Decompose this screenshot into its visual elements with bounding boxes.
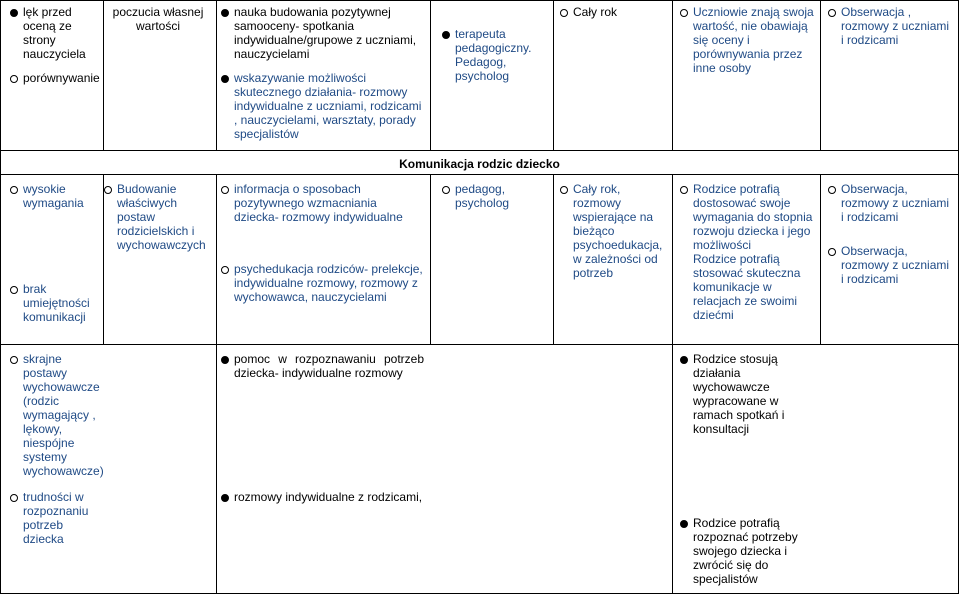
list-item: pomoc w rozpoznawaniu potrzeb dziecka- indywidualne rozmowy: [219, 352, 424, 380]
list-item: brak umiejętności komunikacji: [8, 282, 96, 324]
row2-col3: [219, 182, 424, 304]
list-item: Rodzice potrafią rozpoznać potrzeby swojego dziecka i zwrócić się do specjalistów: [678, 516, 814, 586]
list-item: skrajne postawy wychowawcze (rodzic wymagający , lękowy, niespójne systemy wychowawcze): [8, 352, 96, 478]
row3-col6: [678, 352, 814, 586]
column-divider: [672, 174, 673, 594]
list-item: Obserwacja , rozmowy z uczniami i rodzicami: [826, 5, 954, 47]
table-border-bottom: [0, 593, 959, 594]
cell-text: Rodzice potrafią stosować skuteczna komunikacje w relacjach ze swoimi dziećmi: [693, 252, 801, 322]
column-divider: [216, 0, 217, 150]
column-divider: [553, 0, 554, 150]
list-item: Rodzice potrafią dostosować swoje wymagania do stopnia rozwoju dziecka i jego możliwości: [678, 182, 814, 252]
row3-col1: [8, 352, 104, 546]
list-item: pedagog, psycholog: [440, 182, 548, 210]
list-item: wysokie wymagania: [8, 182, 96, 210]
list-item: porównywanie: [8, 71, 96, 85]
column-divider: [553, 174, 554, 344]
top-row-col1: [8, 5, 100, 85]
section-header: Komunikacja rodzic dziecko: [399, 157, 560, 171]
row2-col6: [678, 182, 814, 322]
list-item: trudności w rozpoznaniu potrzeb dziecka: [8, 490, 96, 546]
table-row-divider: [0, 150, 959, 151]
top-row-col4: [440, 27, 548, 83]
list-item: nauka budowania pozytywnej samooceny- spotkania indywidualne/grupowe z uczniami, nauczycielami: [219, 5, 424, 61]
list-item: Budowanie właściwych postaw rodzicielskich i wychowawczych: [102, 182, 208, 252]
top-row-col5: [558, 5, 668, 19]
list-item: Cały rok: [558, 5, 668, 19]
column-divider: [672, 0, 673, 150]
list-item: rozmowy indywidualne z rodzicami,: [219, 490, 424, 504]
row2-col7: [826, 182, 954, 286]
top-row-col6: [678, 5, 814, 75]
top-row-col2: [110, 5, 206, 33]
list-item: Rodzice stosują działania wychowawcze wypracowane w ramach spotkań i konsultacji: [678, 352, 814, 436]
column-divider: [216, 174, 217, 594]
column-divider: [430, 0, 431, 150]
table-row-divider: [0, 344, 959, 345]
cell-text: poczucia własnej wartości: [112, 5, 204, 33]
row2-col1: [8, 182, 96, 324]
list-item: lęk przed oceną ze strony nauczyciela: [8, 5, 96, 61]
column-divider: [103, 0, 104, 150]
row2-col5: [558, 182, 668, 280]
list-item: psychedukacja rodziców- prelekcje, indywidualne rozmowy, rozmowy z wychowawca, nauczycielami: [219, 262, 424, 304]
row2-col4: [440, 182, 548, 210]
top-row-col7: [826, 5, 954, 47]
table-border-left: [0, 0, 1, 594]
column-divider: [820, 0, 821, 150]
top-row-col3: [219, 5, 424, 141]
list-item: wskazywanie możliwości skutecznego działania- rozmowy indywidualne z uczniami, rodzicami , nauczycielami, warsztaty, porady specjalistów: [219, 71, 424, 141]
column-divider: [820, 174, 821, 344]
row3-col3: [219, 352, 424, 504]
table-row-divider: [0, 174, 959, 175]
table-border-top: [0, 0, 959, 1]
list-item: Obserwacja, rozmowy z uczniami i rodzicami: [826, 182, 954, 224]
list-item: Obserwacja, rozmowy z uczniami i rodzicami: [826, 244, 954, 286]
list-item: Uczniowie znają swoja wartość, nie obawiają się oceny i porównywania przez inne osoby: [678, 5, 814, 75]
list-item: informacja o sposobach pozytywnego wzmacniania dziecka- rozmowy indywidualne: [219, 182, 424, 224]
list-item: Cały rok, rozmowy wspierające na bieżąco psychoedukacja, w zależności od potrzeb: [558, 182, 668, 280]
list-item: terapeuta pedagogiczny. Pedagog, psycholog: [440, 27, 548, 83]
column-divider: [430, 174, 431, 344]
row2-col2: [102, 182, 208, 252]
